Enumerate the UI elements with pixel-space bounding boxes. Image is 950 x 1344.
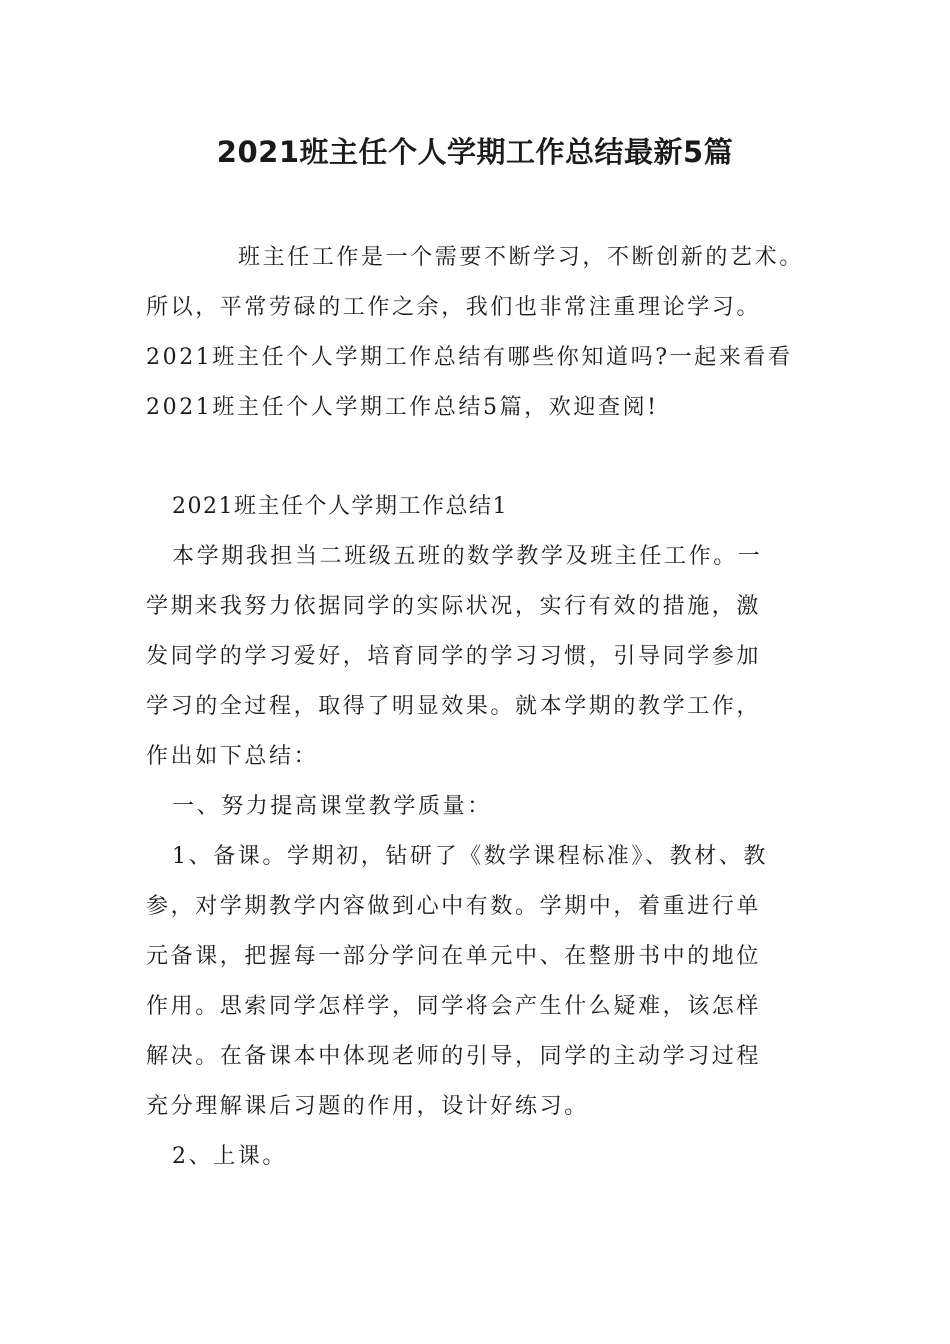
paragraph-line: 学习的全过程，取得了明显效果。就本学期的教学工作，: [146, 694, 762, 719]
document-title: 2021班主任个人学期工作总结最新5篇: [216, 135, 734, 169]
paragraph-line: 2、上课。: [172, 1144, 287, 1169]
paragraph-line: 参，对学期教学内容做到心中有数。学期中，着重进行单: [146, 894, 762, 919]
section-heading: 2021班主任个人学期工作总结1: [172, 494, 508, 519]
paragraph-line: 解决。在备课本中体现老师的引导，同学的主动学习过程: [146, 1044, 762, 1069]
paragraph-line: 学期来我努力依据同学的实际状况，实行有效的措施，激: [146, 594, 762, 619]
paragraph-line: 本学期我担当二班级五班的数学教学及班主任工作。一: [172, 544, 763, 569]
paragraph-line: 2021班主任个人学期工作总结有哪些你知道吗?一起来看看: [146, 345, 793, 370]
paragraph-line: 作出如下总结：: [146, 744, 319, 769]
paragraph-line: 1、备课。学期初，钻研了《数学课程标准》、教材、教: [172, 844, 768, 869]
paragraph-line: 2021班主任个人学期工作总结5篇，欢迎查阅!: [146, 395, 659, 420]
subsection-heading: 一、努力提高课堂教学质量：: [172, 794, 492, 819]
paragraph-line: 所以，平常劳碌的工作之余，我们也非常注重理论学习。: [146, 295, 762, 320]
paragraph-line: 班主任工作是一个需要不断学习，不断创新的艺术。: [238, 245, 804, 270]
paragraph-line: 充分理解课后习题的作用，设计好练习。: [146, 1094, 589, 1119]
paragraph-line: 元备课，把握每一部分学问在单元中、在整册书中的地位: [146, 944, 762, 969]
paragraph-line: 发同学的学习爱好，培育同学的学习习惯，引导同学参加: [146, 644, 762, 669]
paragraph-line: 作用。思索同学怎样学，同学将会产生什么疑难，该怎样: [146, 994, 762, 1019]
